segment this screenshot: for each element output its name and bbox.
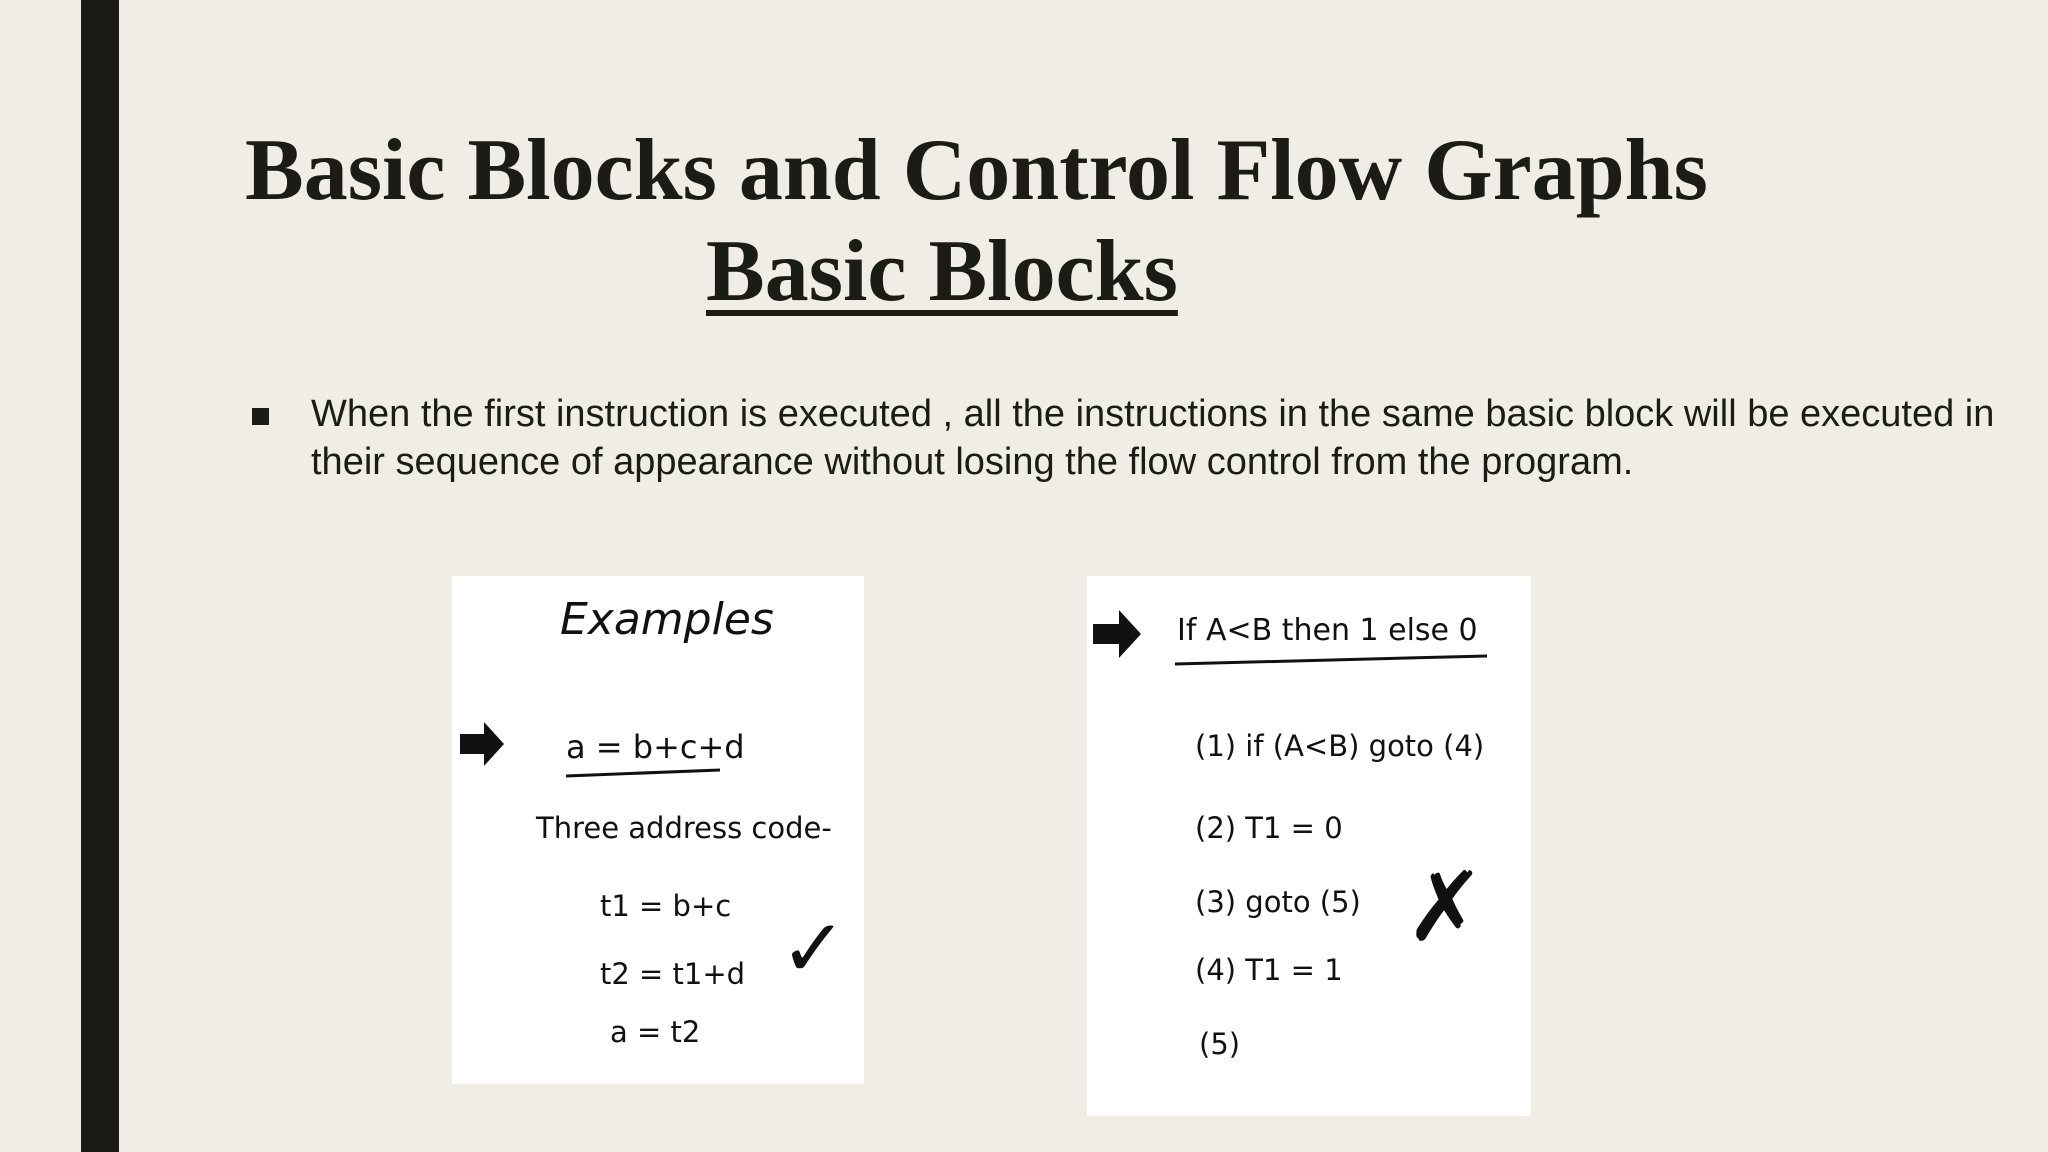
accent-side-bar: [81, 0, 119, 1152]
code-line: (4) T1 = 1: [1195, 953, 1343, 987]
code-line: a = t2: [610, 1015, 701, 1049]
code-line: (2) T1 = 0: [1195, 811, 1343, 845]
example-left-subheading: Three address code-: [536, 811, 832, 845]
code-line: (5): [1199, 1027, 1241, 1061]
bullet-item: [245, 390, 2005, 486]
arrow-right-icon: [1093, 610, 1141, 658]
check-mark-icon: ✓: [780, 902, 848, 995]
arrow-right-icon: [460, 722, 504, 766]
statement-underline: [566, 770, 720, 776]
example-left-statement: a = b+c+d: [566, 728, 745, 766]
heading-underline: [1175, 656, 1487, 664]
example-right-drawing: [1087, 576, 1531, 1116]
code-line: (3) goto (5): [1195, 885, 1361, 919]
slide-subtitle: Basic Blocks: [706, 223, 1178, 320]
code-line: t1 = b+c: [600, 889, 732, 923]
slide-title: Basic Blocks and Control Flow Graphs: [245, 122, 1708, 219]
example-card-right: [1087, 576, 1531, 1116]
code-line: (1) if (A<B) goto (4): [1195, 729, 1485, 763]
example-left-heading: Examples: [560, 594, 774, 645]
example-left-drawing: [452, 576, 864, 1084]
square-bullet-icon: [252, 408, 269, 425]
bullet-text: When the first instruction is executed , all the instructions in the same basic block will be executed in their sequence of appearance without losing the flow control from the program.: [311, 393, 1995, 483]
bullet-list: [245, 390, 2005, 486]
code-line: t2 = t1+d: [600, 957, 746, 991]
example-right-heading: If A<B then 1 else 0: [1177, 613, 1478, 648]
example-card-left: [452, 576, 864, 1084]
cross-mark-icon: ✗: [1405, 851, 1486, 963]
